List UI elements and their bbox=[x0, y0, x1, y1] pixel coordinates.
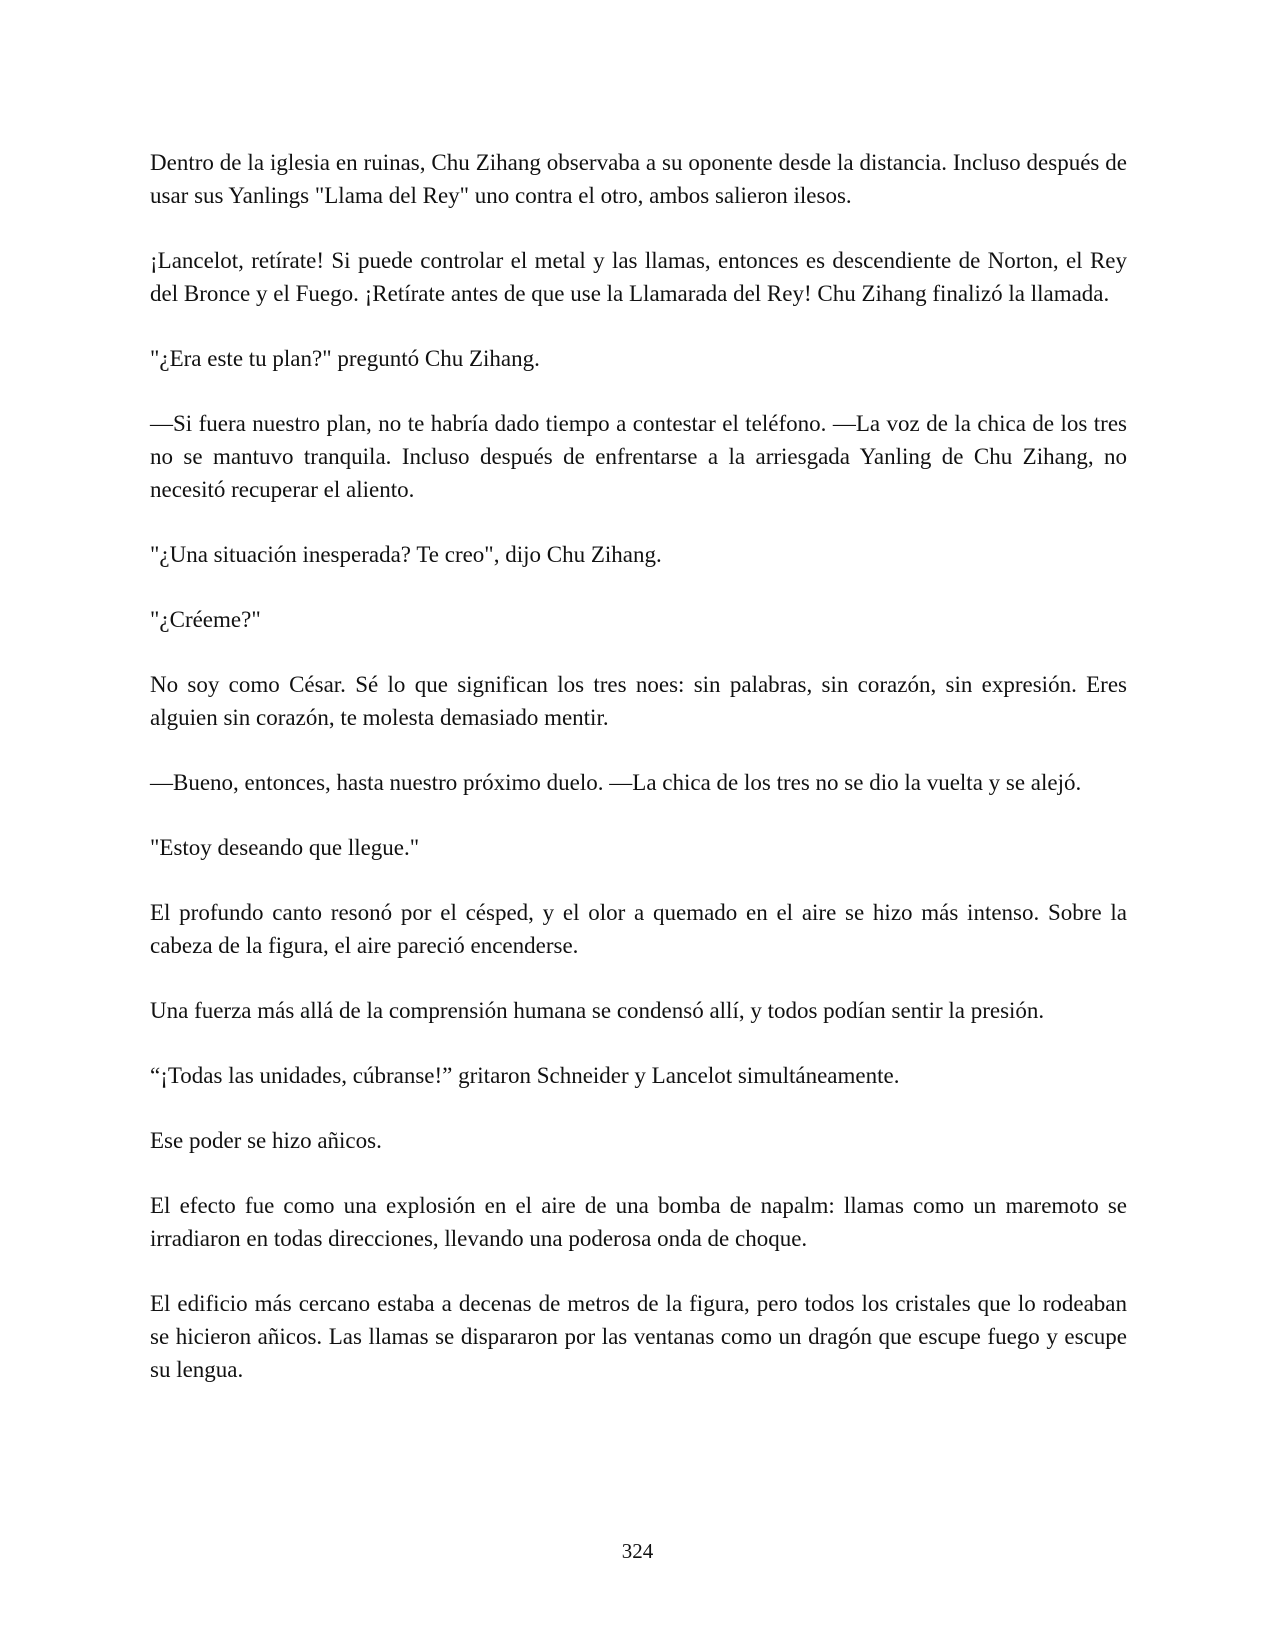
paragraph-15: El edificio más cercano estaba a decenas de metros de la figura, pero todos los cristales que lo rodeaban se hicieron añicos. Las llamas se dispararon por las ventanas como un dragón que escupe fuego y escupe su lengua. bbox=[150, 1291, 1127, 1382]
paragraph-7: No soy como César. Sé lo que significan los tres noes: sin palabras, sin corazón, sin expresión. Eres alguien sin corazón, te molesta demasiado mentir. bbox=[150, 672, 1127, 730]
paragraph-9: "Estoy deseando que llegue." bbox=[150, 835, 420, 860]
paragraph-10: El profundo canto resonó por el césped, y el olor a quemado en el aire se hizo más intenso. Sobre la cabeza de la figura, el aire pareció encenderse. bbox=[150, 900, 1127, 958]
paragraph-6: "¿Créeme?" bbox=[150, 607, 261, 632]
paragraph-13: Ese poder se hizo añicos. bbox=[150, 1128, 382, 1153]
paragraph-1: Dentro de la iglesia en ruinas, Chu Zihang observaba a su oponente desde la distancia. Incluso después de usar sus Yanlings "Llama del Rey" uno contra el otro, ambos salieron ilesos. bbox=[150, 150, 1127, 208]
page-body bbox=[150, 146, 1127, 1418]
paragraph-11: Una fuerza más allá de la comprensión humana se condensó allí, y todos podían sentir la presión. bbox=[150, 998, 1045, 1023]
paragraph-4: —Si fuera nuestro plan, no te habría dado tiempo a contestar el teléfono. —La voz de la chica de los tres no se mantuvo tranquila. Incluso después de enfrentarse a la arriesgada Yanling de Chu Zihang, no necesitó recuperar el aliento. bbox=[150, 411, 1127, 502]
page-number: 324 bbox=[621, 1539, 654, 1563]
paragraph-5: "¿Una situación inesperada? Te creo", dijo Chu Zihang. bbox=[150, 542, 662, 567]
paragraph-2: ¡Lancelot, retírate! Si puede controlar el metal y las llamas, entonces es descendiente de Norton, el Rey del Bronce y el Fuego. ¡Retírate antes de que use la Llamarada del Rey! Chu Zihang finalizó la llamada. bbox=[150, 248, 1127, 306]
paragraph-14: El efecto fue como una explosión en el aire de una bomba de napalm: llamas como un maremoto se irradiaron en todas direcciones, llevando una poderosa onda de choque. bbox=[150, 1193, 1127, 1251]
paragraph-12: “¡Todas las unidades, cúbranse!” gritaron Schneider y Lancelot simultáneamente. bbox=[150, 1063, 900, 1088]
paragraph-8: —Bueno, entonces, hasta nuestro próximo duelo. —La chica de los tres no se dio la vuelta y se alejó. bbox=[150, 770, 1082, 795]
paragraph-3: "¿Era este tu plan?" preguntó Chu Zihang. bbox=[150, 346, 540, 371]
